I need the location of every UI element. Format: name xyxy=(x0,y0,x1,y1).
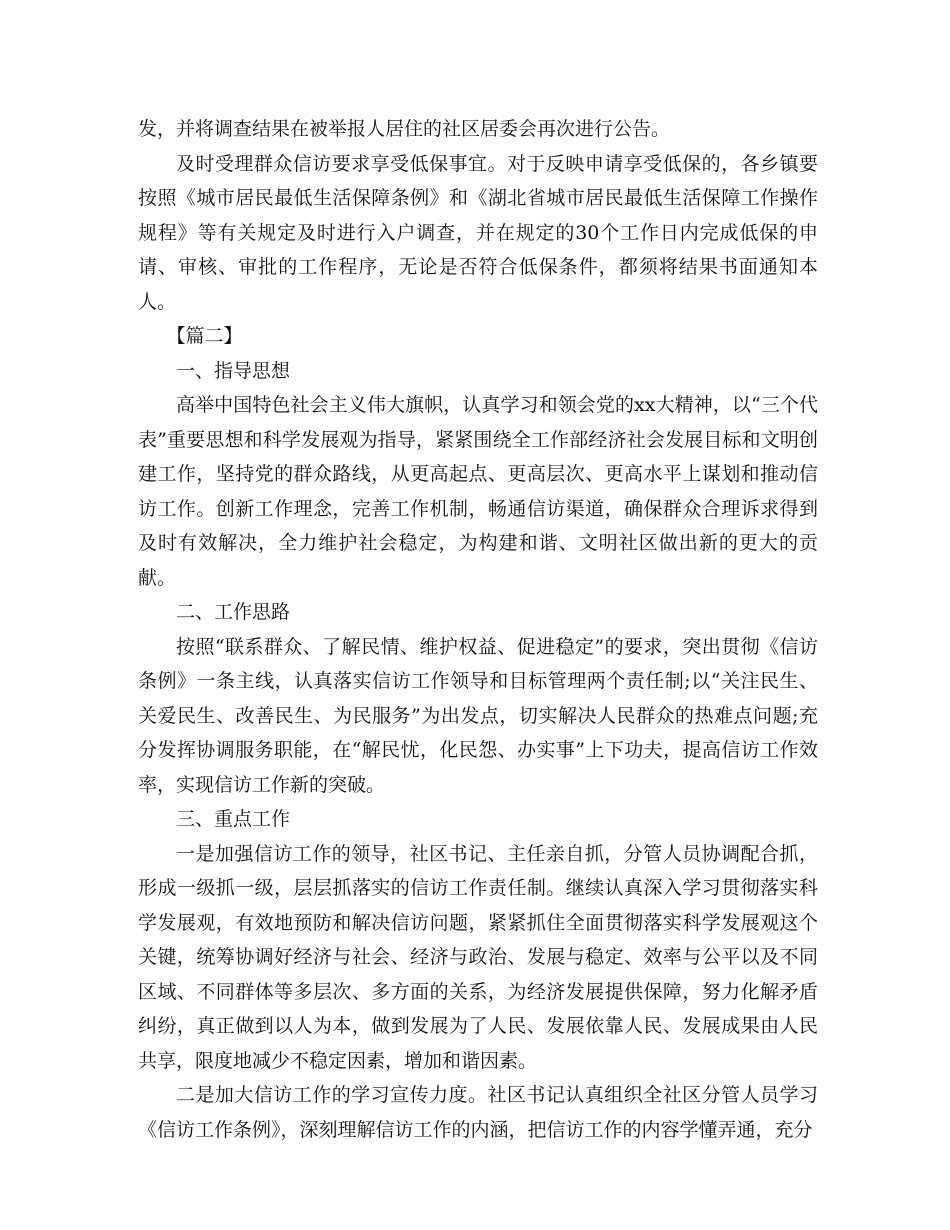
paragraph-work-approach: 按照“联系群众、了解民情、维护权益、促进稳定”的要求，突出贯彻《信访条例》一条主线，认真落实信访工作领导和目标管理两个责任制;以“关注民生、关爱民生、改善民生、为民服务”为出发点，切实解决人民群众的热难点问题;充分发挥协调服务职能，在“解民忧，化民怨、办实事”上下功夫，提高信访工作效率，实现信访工作新的突破。 xyxy=(138,635,818,796)
document-page xyxy=(138,112,818,1147)
paragraph-continuation: 发，并将调查结果在被举报人居住的社区居委会再次进行公告。 xyxy=(138,118,671,140)
paragraph-key-work-one: 一是加强信访工作的领导，社区书记、主任亲自抓，分管人员协调配合抓，形成一级抓一级，层层抓落实的信访工作责任制。继续认真深入学习贯彻落实科学发展观，有效地预防和解决信访问题，紧紧抓住全面贯彻落实科学发展观这个关键，统筹协调好经济与社会、经济与政治、发展与稳定、效率与公平以及不同区域、不同群体等多层次、多方面的关系，为经济发展提供保障，努力化解矛盾纠纷，真正做到以人为本，做到发展为了人民、发展依靠人民、发展成果由人民共享，限度地减少不稳定因素，增加和谐因素。 xyxy=(138,842,818,1072)
heading-work-approach: 二、工作思路 xyxy=(176,601,291,623)
paragraph-subsistence-allowance: 及时受理群众信访要求享受低保事宜。对于反映申请享受低保的，各乡镇要按照《城市居民最低生活保障条例》和《湖北省城市居民最低生活保障工作操作规程》等有关规定及时进行入户调查，并在规定的30个工作日内完成低保的申请、审核、审批的工作程序，无论是否符合低保条件，都须将结果书面通知本人。 xyxy=(138,152,818,313)
paragraph-guiding-ideology: 高举中国特色社会主义伟大旗帜，认真学习和领会党的xx大精神，以“三个代表”重要思想和科学发展观为指导，紧紧围绕全工作部经济社会发展目标和文明创建工作，坚持党的群众路线，从更高起点、更高层次、更高水平上谋划和推动信访工作。创新工作理念，完善工作机制，畅通信访渠道，确保群众合理诉求得到及时有效解决，全力维护社会稳定，为构建和谐、文明社区做出新的更大的贡献。 xyxy=(138,394,818,589)
heading-guiding-ideology: 一、指导思想 xyxy=(176,359,291,382)
section-marker-part-two: 【篇二】 xyxy=(166,325,243,347)
heading-key-work: 三、重点工作 xyxy=(176,808,291,830)
paragraph-key-work-two: 二是加大信访工作的学习宣传力度。社区书记认真组织全社区分管人员学习《信访工作条例》，深刻理解信访工作的内涵，把信访工作的内容学懂弄通，充分 xyxy=(138,1084,818,1141)
